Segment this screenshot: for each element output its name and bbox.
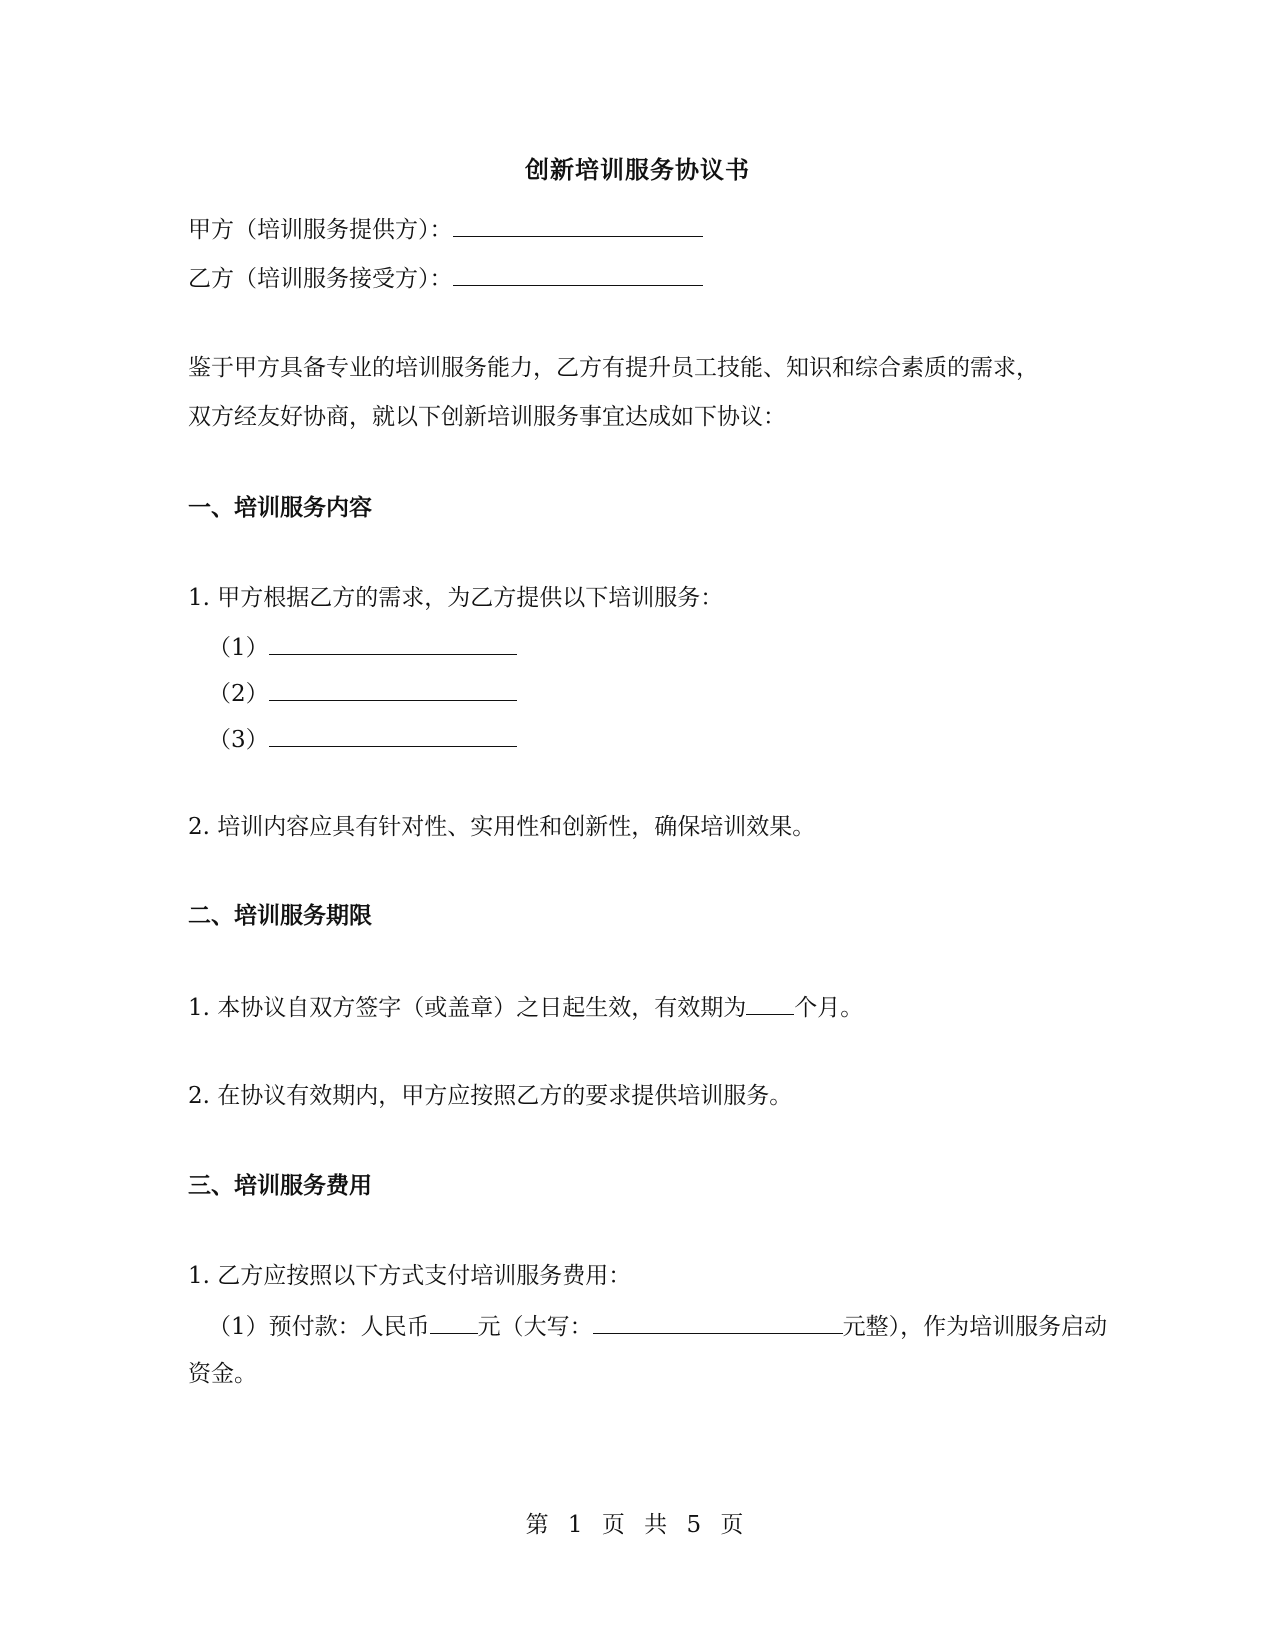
section-2-item-1 [188,990,863,1024]
prepay-text-mid: 元（大写： [477,1314,593,1340]
section-1-item-1: 1. 甲方根据乙方的需求，为乙方提供以下培训服务： [188,585,724,611]
party-b-blank[interactable] [453,261,703,286]
service-2-blank[interactable] [269,676,517,701]
party-a-blank[interactable] [453,212,703,237]
term-text-pre: 1. 本协议自双方签字（或盖章）之日起生效，有效期为 [188,995,747,1021]
prepay-amount-blank[interactable] [430,1309,478,1334]
section-3-heading: 三、培训服务费用 [188,1172,372,1199]
service-1-blank[interactable] [269,630,517,655]
section-1-heading: 一、培训服务内容 [188,494,372,521]
term-months-blank[interactable] [746,990,794,1015]
document-title: 创新培训服务协议书 [525,155,750,184]
section-1-sub-3 [208,722,517,756]
sub-1-label: （1） [208,635,269,661]
sub-3-label: （3） [208,727,269,753]
party-b-label: 乙方（培训服务接受方）： [188,266,453,292]
section-3-item-1: 1. 乙方应按照以下方式支付培训服务费用： [188,1263,632,1289]
preamble-line-1: 鉴于甲方具备专业的培训服务能力，乙方有提升员工技能、知识和综合素质的需求， [188,355,1039,381]
prepay-text-pre: （1）预付款：人民币 [208,1314,430,1340]
section-2-item-2: 2. 在协议有效期内，甲方应按照乙方的要求提供培训服务。 [188,1083,793,1109]
section-1-item-2: 2. 培训内容应具有针对性、实用性和创新性，确保培训效果。 [188,814,816,840]
sub-2-label: （2） [208,681,269,707]
page-footer: 第 1 页 共 5 页 [525,1512,750,1538]
party-a-label: 甲方（培训服务提供方）： [188,217,453,243]
party-b-line [188,261,703,295]
prepay-text-post: 元整），作为培训服务启动 [842,1314,1108,1340]
section-3-sub-1 [208,1309,1107,1343]
section-1-sub-2 [208,676,517,710]
section-3-sub-1-cont: 资金。 [188,1361,257,1387]
service-3-blank[interactable] [269,722,517,747]
section-1-sub-1 [208,630,517,664]
party-a-line [188,212,703,246]
section-2-heading: 二、培训服务期限 [188,902,372,929]
term-text-post: 个月。 [794,995,864,1021]
prepay-amount-words-blank[interactable] [593,1309,843,1334]
preamble-line-2: 双方经友好协商，就以下创新培训服务事宜达成如下协议： [188,404,786,430]
